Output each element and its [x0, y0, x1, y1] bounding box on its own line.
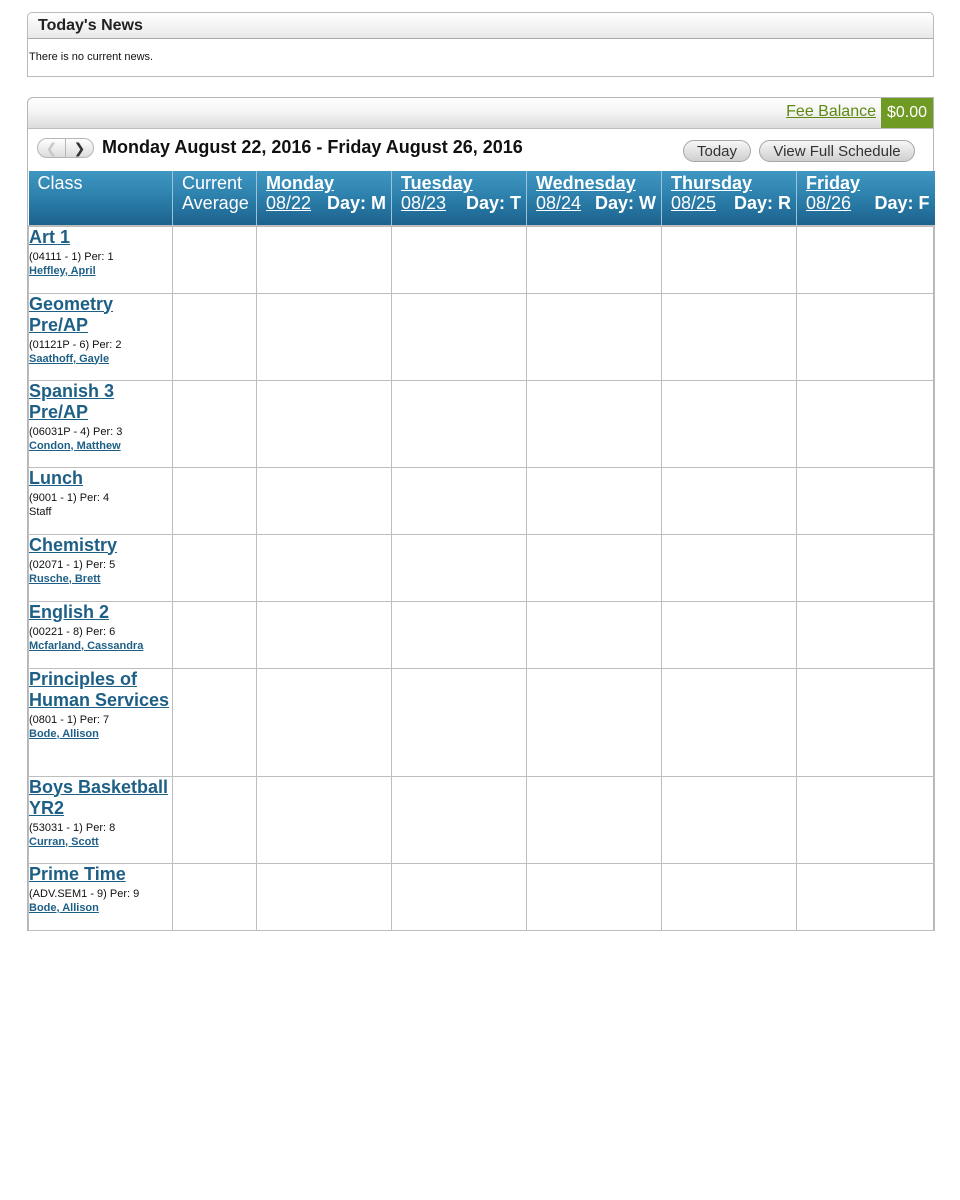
day-cell — [392, 534, 527, 601]
teacher-link[interactable]: Heffley, April — [29, 265, 96, 277]
day-cell — [797, 534, 935, 601]
table-row — [29, 668, 935, 776]
day-cell — [797, 776, 935, 863]
schedule-table — [28, 171, 935, 931]
previous-week-button[interactable] — [37, 138, 66, 158]
table-row — [29, 380, 935, 467]
course-info: (01121P - 6) Per: 2 — [29, 338, 122, 351]
class-column-header: Class — [29, 171, 173, 226]
day-cell — [797, 601, 935, 668]
class-cell — [29, 534, 173, 601]
view-full-schedule-button[interactable]: View Full Schedule — [759, 140, 915, 162]
day-cell — [662, 601, 797, 668]
class-cell — [29, 776, 173, 863]
day-cell — [797, 226, 935, 293]
day-cell — [527, 668, 662, 776]
week-range-title: Monday August 22, 2016 - Friday August 26, 2016 — [102, 137, 523, 157]
course-name-link[interactable]: Chemistry — [29, 534, 118, 555]
teacher-link[interactable]: Mcfarland, Cassandra — [29, 639, 144, 652]
current-average-column-header: Current Average — [173, 171, 257, 226]
course-info: (0801 - 1) Per: 7 — [29, 713, 110, 726]
news-message: There is no current news. — [29, 51, 154, 63]
course-name-link[interactable]: Prime Time — [29, 863, 126, 884]
day-cell — [797, 380, 935, 467]
day-cell — [257, 668, 392, 776]
class-cell — [29, 467, 173, 534]
today-button[interactable]: Today — [683, 140, 751, 162]
day-date[interactable]: 08/24 — [536, 193, 582, 213]
news-title: Today's News — [28, 13, 933, 39]
average-cell — [173, 293, 257, 380]
day-cell — [392, 380, 527, 467]
average-cell — [173, 776, 257, 863]
fee-balance-link[interactable]: Fee Balance — [786, 103, 876, 120]
day-cell — [527, 226, 662, 293]
table-row — [29, 293, 935, 380]
news-panel — [27, 12, 934, 77]
day-cell — [662, 534, 797, 601]
day-letter: Day: W — [594, 193, 656, 213]
day-cell — [257, 863, 392, 930]
course-name-link[interactable]: Art 1 — [29, 227, 71, 247]
average-cell — [173, 863, 257, 930]
course-name-link[interactable]: Lunch — [29, 467, 83, 488]
day-cell — [392, 863, 527, 930]
teacher-name: Staff — [29, 505, 52, 518]
day-letter: Day: M — [326, 193, 386, 213]
course-info: (53031 - 1) Per: 8 — [29, 821, 116, 834]
day-header-tuesday[interactable] — [392, 171, 527, 226]
course-info: (ADV.SEM1 - 9) Per: 9 — [29, 887, 140, 900]
day-cell — [797, 668, 935, 776]
table-row — [29, 863, 935, 930]
day-cell — [392, 226, 527, 293]
day-name[interactable]: Monday — [266, 173, 335, 193]
day-header-thursday[interactable] — [662, 171, 797, 226]
day-name[interactable]: Wednesday — [536, 173, 636, 193]
class-cell — [29, 226, 173, 293]
average-cell — [173, 226, 257, 293]
schedule-panel — [27, 97, 934, 931]
day-date[interactable]: 08/22 — [266, 193, 312, 213]
week-navigation-bar — [28, 129, 933, 171]
course-name-link[interactable]: Principles of Human Services — [29, 668, 170, 710]
class-cell — [29, 293, 173, 380]
average-cell — [173, 601, 257, 668]
day-cell — [797, 293, 935, 380]
day-name[interactable]: Thursday — [671, 173, 753, 193]
course-name-link[interactable]: Boys Basketball YR2 — [29, 776, 169, 818]
day-date[interactable]: 08/23 — [401, 193, 447, 213]
class-cell — [29, 380, 173, 467]
day-letter: Day: T — [465, 193, 521, 213]
schedule-topbar — [28, 98, 933, 129]
day-header-friday[interactable] — [797, 171, 935, 226]
day-cell — [257, 601, 392, 668]
day-name[interactable]: Friday — [806, 173, 861, 193]
day-date[interactable]: 08/25 — [671, 193, 717, 213]
course-info: (04111 - 1) Per: 1 — [29, 251, 114, 263]
class-cell — [29, 601, 173, 668]
day-cell — [527, 534, 662, 601]
class-cell — [29, 863, 173, 930]
day-cell — [797, 863, 935, 930]
fee-balance-amount: $0.00 — [881, 98, 933, 128]
day-cell — [257, 534, 392, 601]
day-cell — [257, 293, 392, 380]
teacher-link[interactable]: Curran, Scott — [29, 835, 99, 848]
teacher-link[interactable]: Saathoff, Gayle — [29, 352, 110, 365]
table-row — [29, 534, 935, 601]
day-cell — [527, 293, 662, 380]
day-cell — [527, 863, 662, 930]
average-cell — [173, 380, 257, 467]
week-nav-buttons — [37, 138, 96, 158]
average-cell — [173, 668, 257, 776]
course-info: (06031P - 4) Per: 3 — [29, 425, 123, 438]
table-row — [29, 226, 935, 293]
day-cell — [662, 380, 797, 467]
course-info: (9001 - 1) Per: 4 — [29, 491, 110, 504]
chevron-left-icon: ❮ — [45, 139, 58, 156]
day-cell — [662, 467, 797, 534]
table-row — [29, 601, 935, 668]
chevron-right-icon: ❯ — [73, 139, 86, 156]
day-cell — [392, 467, 527, 534]
day-cell — [527, 467, 662, 534]
course-name-link[interactable]: English 2 — [29, 601, 110, 622]
day-cell — [392, 776, 527, 863]
day-cell — [662, 863, 797, 930]
class-cell — [29, 668, 173, 776]
teacher-link[interactable]: Bode, Allison — [29, 727, 99, 740]
day-letter: Day: F — [874, 193, 930, 213]
day-cell — [257, 467, 392, 534]
day-cell — [662, 293, 797, 380]
schedule-header-row — [29, 171, 935, 226]
course-name-link[interactable]: Geometry Pre/AP — [29, 293, 114, 335]
next-week-button[interactable] — [65, 138, 94, 158]
day-cell — [392, 668, 527, 776]
day-cell — [392, 293, 527, 380]
average-cell — [173, 467, 257, 534]
day-cell — [662, 226, 797, 293]
table-row — [29, 467, 935, 534]
table-row — [29, 776, 935, 863]
course-info: (02071 - 1) Per: 5 — [29, 558, 116, 571]
teacher-link[interactable]: Bode, Allison — [29, 901, 99, 914]
day-cell — [257, 776, 392, 863]
day-date[interactable]: 08/26 — [806, 193, 852, 213]
day-header-monday[interactable] — [257, 171, 392, 226]
day-cell — [527, 380, 662, 467]
day-cell — [662, 776, 797, 863]
day-cell — [257, 226, 392, 293]
day-cell — [392, 601, 527, 668]
day-cell — [527, 776, 662, 863]
course-name-link[interactable]: Spanish 3 Pre/AP — [29, 380, 115, 422]
day-cell — [662, 668, 797, 776]
day-header-wednesday[interactable] — [527, 171, 662, 226]
day-cell — [257, 380, 392, 467]
day-cell — [527, 601, 662, 668]
course-info: (00221 - 8) Per: 6 — [29, 625, 116, 638]
day-letter: Day: R — [733, 193, 791, 213]
day-name[interactable]: Tuesday — [401, 173, 473, 193]
teacher-link[interactable]: Condon, Matthew — [29, 439, 121, 452]
average-cell — [173, 534, 257, 601]
day-cell — [797, 467, 935, 534]
teacher-link[interactable]: Rusche, Brett — [29, 572, 101, 585]
